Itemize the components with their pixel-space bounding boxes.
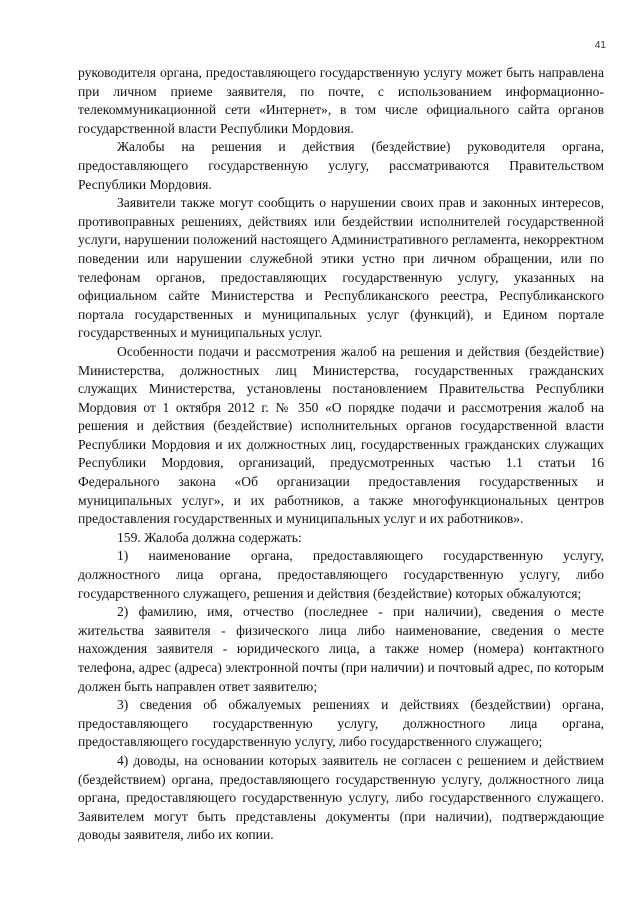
paragraph: Заявители также могут сообщить о нарушении своих прав и законных интересов, противоправных решениях, действиях или бездействии исполнителей государственной услуги, нарушении положений настоящего Административного регламента, некорректном поведении или нарушении служебной этики устно при личном обращении, или по телефонам органов, предоставляющих государственную услугу, указанных на официальном сайте Министерства и Республиканского реестра, Республиканского портала государственных и муниципальных услуг (функций), и Едином портале государственных и муниципальных услуг. bbox=[78, 195, 604, 341]
paragraph: Жалобы на решения и действия (бездействие) руководителя органа, предоставляющего государственную услугу, рассматриваются Правительством Республики Мордовия. bbox=[78, 139, 604, 192]
list-item-1: 1) наименование органа, предоставляющего государственную услугу, должностного лица органа, предоставляющего государственную услугу, либо государственного служащего, решения и действия (бездействие) которых обжалуются; bbox=[78, 548, 604, 601]
list-item-4: 4) доводы, на основании которых заявитель не согласен с решением и действием (бездействием) органа, предоставляющего государственную услугу, должностного лица органа, предоставляющего государственную услугу, либо государственного служащего. Заявителем могут быть представлены документы (при наличии), подтверждающие доводы заявителя, либо их копии. bbox=[78, 752, 604, 843]
page-number: 41 bbox=[594, 40, 606, 51]
list-item-3: 3) сведения об обжалуемых решениях и действиях (бездействии) органа, предоставляющего государственную услугу, должностного лица органа, предоставляющего государственную услугу, либо государственного служащего; bbox=[78, 697, 604, 750]
list-item-2: 2) фамилию, имя, отчество (последнее - при наличии), сведения о месте жительства заявителя - физического лица либо наименование, сведения о месте нахождения заявителя - юридического лица, а также номер (номера) контактного телефона, адрес (адреса) электронной почты (при наличии) и почтовый адрес, по которым должен быть направлен ответ заявителю; bbox=[78, 604, 604, 694]
paragraph: Особенности подачи и рассмотрения жалоб на решения и действия (бездействие) Министерства, должностных лиц Министерства, государственных гражданских служащих Министерства, установлены постановлением Правительства Республики Мордовия от 1 октября 2012 г. № 350 «О порядке подачи и рассмотрения жалоб на решения и действия (бездействие) исполнительных органов государственной власти Республики Мордовия и их должностных лиц, государственных гражданских служащих Республики Мордовия, организаций, предусмотренных частью 1.1 статьи 16 Федерального закона «Об организации предоставления государственных и муниципальных услуг», и их работников, а также многофункциональных центров предоставления государственных и муниципальных услуг и их работников». bbox=[78, 343, 604, 527]
paragraph-continuation: руководителя органа, предоставляющего государственную услугу может быть направлена при личном приеме заявителя, по почте, с использованием информационно-телекоммуникационной сети «Интернет», в том числе официального сайта органов государственной власти Республики Мордовия. bbox=[78, 65, 604, 136]
document-body bbox=[78, 64, 604, 845]
section-heading-159: 159. Жалоба должна содержать: bbox=[117, 529, 302, 545]
